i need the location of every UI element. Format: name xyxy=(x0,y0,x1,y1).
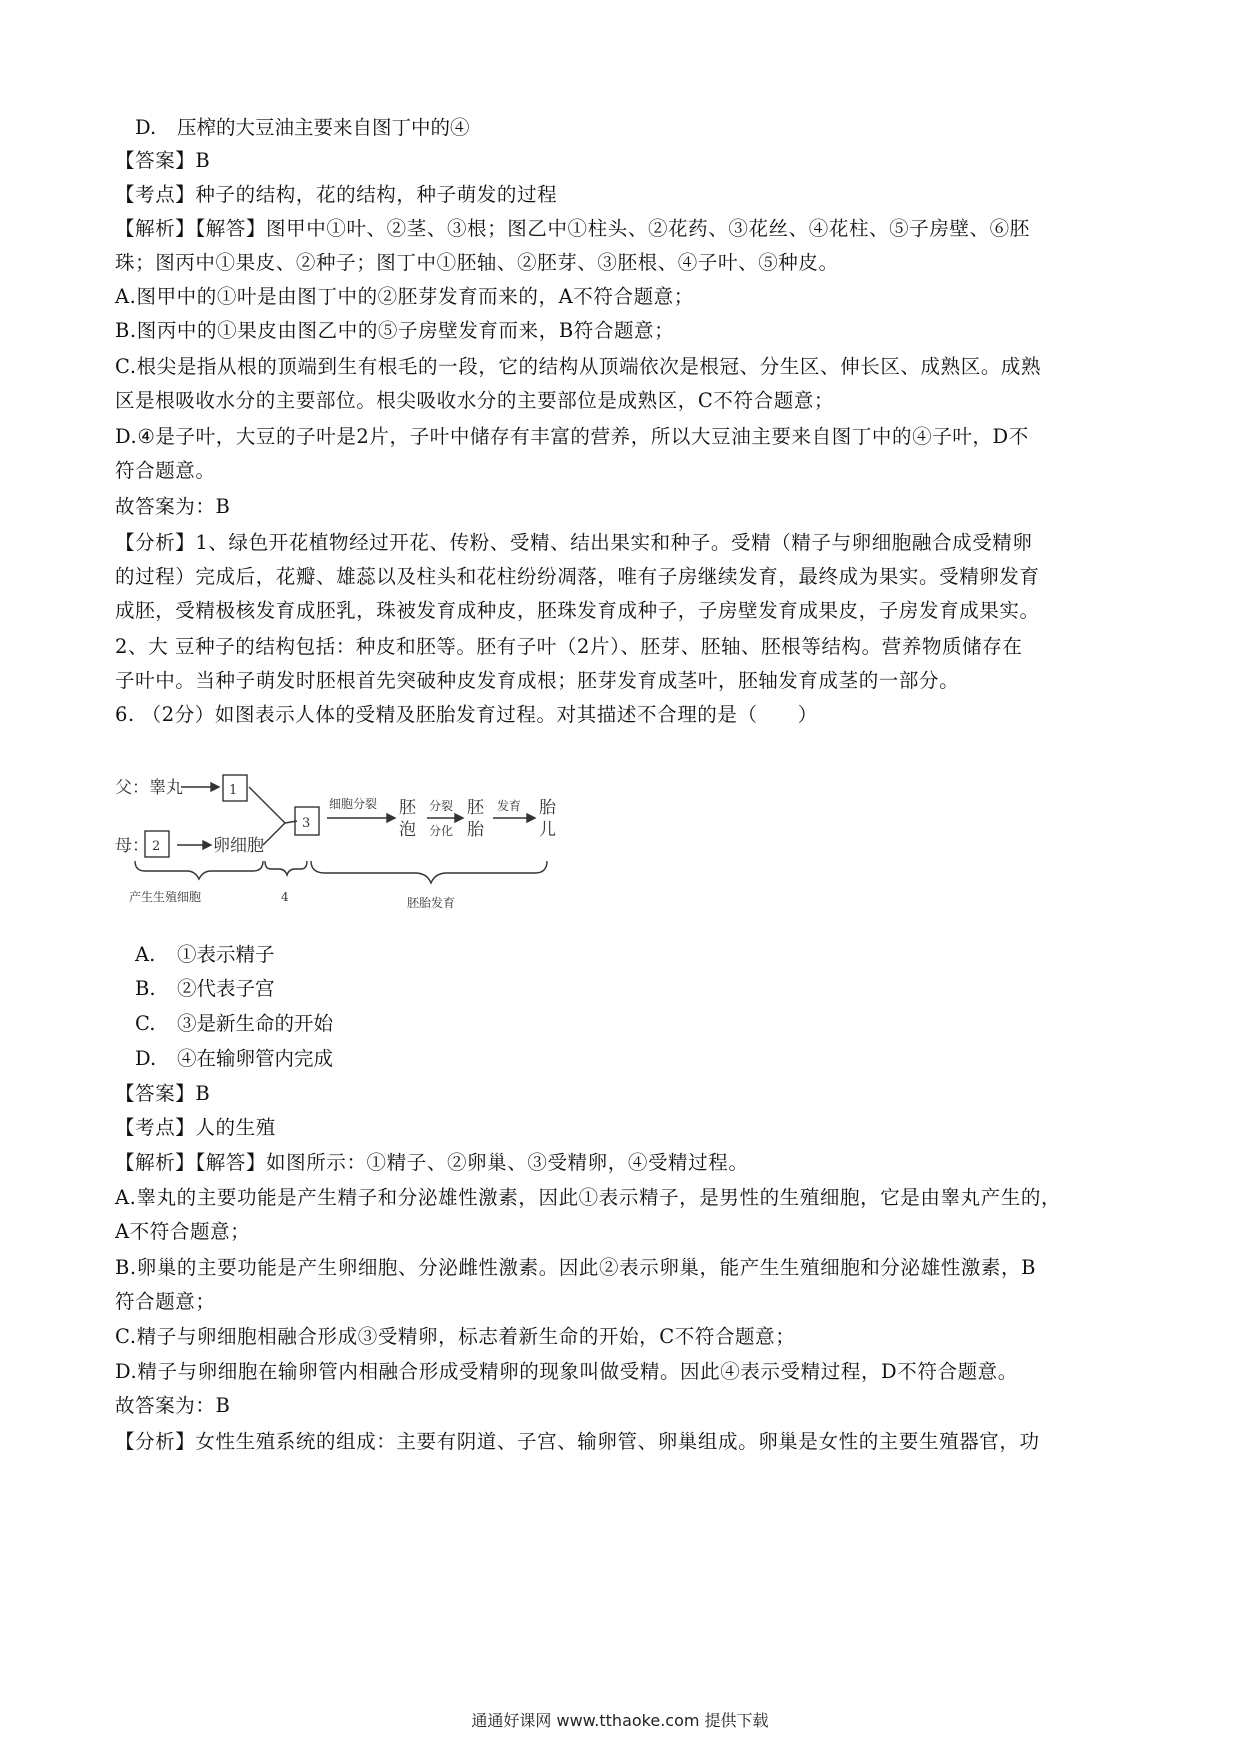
q6-explain-b-1: B.卵巢的主要功能是产生卵细胞、分泌雌性激素。因此②表示卵巢，能产生生殖细胞和分泌雄性激素，B xyxy=(115,1256,1037,1279)
label-fayu: 发育 xyxy=(497,799,522,813)
fenxi-line-1: 【分析】1、绿色开花植物经过开花、传粉、受精、结出果实和种子。受精（精子与卵细胞融合成受精卵 xyxy=(115,531,1033,554)
label-fetus-1: 胎 xyxy=(539,798,556,818)
fertilization-diagram xyxy=(115,745,625,925)
label-embryo-2: 胎 xyxy=(467,820,484,840)
explain-a: A.图甲中的①叶是由图丁中的②胚芽发育而来的，A不符合题意； xyxy=(115,285,694,308)
answer-label: 【答案】 xyxy=(115,149,196,172)
q6-option-d xyxy=(135,1044,333,1074)
jiexi-line-1: 【解析】【解答】图甲中①叶、②茎、③根；图乙中①柱头、②花药、③花丝、④花柱、⑤子房壁、⑥胚 xyxy=(115,217,1030,240)
q6-option-b xyxy=(135,974,275,1004)
question-6-stem: 6. （2分）如图表示人体的受精及胚胎发育过程。对其描述不合理的是（ ） xyxy=(115,703,818,726)
explain-c-2: 区是根吸收水分的主要部位。根尖吸收水分的主要部位是成熟区，C不符合题意； xyxy=(115,389,835,412)
q6-explain-a-2: A不符合题意； xyxy=(115,1220,251,1243)
option-letter: A. xyxy=(135,943,156,966)
arrow-head xyxy=(387,814,395,822)
q6-final-answer: 故答案为：B xyxy=(115,1394,231,1417)
q6-explain-d: D.精子与卵细胞在输卵管内相融合形成受精卵的现象叫做受精。因此④表示受精过程，D不符合题意。 xyxy=(115,1360,1018,1383)
q6-answer-line xyxy=(115,1079,1125,1109)
q6-fenxi: 【分析】女性生殖系统的组成：主要有阴道、子宫、输卵管、卵巢组成。卵巢是女性的主要生殖器官，功 xyxy=(115,1430,1040,1453)
q6-explain-a-1: A.睾丸的主要功能是产生精子和分泌雄性激素，因此①表示精子，是男性的生殖细胞，它是由睾丸产生的， xyxy=(115,1186,1062,1209)
brace-produce-cells xyxy=(135,861,263,879)
option-letter: C. xyxy=(135,1012,156,1035)
final-answer: 故答案为：B xyxy=(115,495,231,518)
q6-option-a xyxy=(135,940,275,970)
brace-fertilization xyxy=(265,861,307,875)
option-text: ④在输卵管内完成 xyxy=(177,1047,334,1070)
answer-line xyxy=(115,146,1125,176)
page-footer: 通通好课网 www.tthaoke.com 提供下载 xyxy=(471,1711,769,1730)
option-text: 压榨的大豆油主要来自图丁中的④ xyxy=(177,116,470,139)
option-letter: B. xyxy=(135,977,156,1000)
label-cell-division: 细胞分裂 xyxy=(329,797,378,811)
option-d-prev xyxy=(135,113,470,143)
label-blastocyst-2: 泡 xyxy=(399,820,416,840)
option-text: ③是新生命的开始 xyxy=(177,1012,334,1035)
fenxi-line-5: 子叶中。当种子萌发时胚根首先突破种皮发育成根；胚芽发育成茎叶，胚轴发育成茎的一部分。 xyxy=(115,669,960,692)
explain-d-1: D.④是子叶，大豆的子叶是2片，子叶中储存有丰富的营养，所以大豆油主要来自图丁中的④子叶，D不 xyxy=(115,425,1029,448)
brace-label-embryo: 胚胎发育 xyxy=(407,896,456,910)
label-blastocyst-1: 胚 xyxy=(399,798,416,818)
line-egg xyxy=(263,823,285,845)
q6-explain-b-2: 符合题意； xyxy=(115,1290,216,1313)
answer-value: B xyxy=(195,1082,211,1105)
line-sperm xyxy=(249,787,285,823)
box-3-label: 3 xyxy=(302,816,311,831)
option-text: ②代表子宫 xyxy=(177,977,275,1000)
kaodian-value: 人的生殖 xyxy=(195,1116,276,1139)
q6-jiexi: 【解析】【解答】如图所示：①精子、②卵巢、③受精卵，④受精过程。 xyxy=(115,1151,749,1174)
label-embryo-1: 胚 xyxy=(467,798,484,818)
explain-d-2: 符合题意。 xyxy=(115,459,216,482)
brace-embryo-development xyxy=(311,861,547,883)
brace-label-4: 4 xyxy=(281,890,289,904)
kaodian-line xyxy=(115,180,1125,210)
arrow-head xyxy=(527,814,535,822)
answer-label: 【答案】 xyxy=(115,1082,196,1105)
brace-label-produce-cells: 产生生殖细胞 xyxy=(129,890,202,904)
jiexi-line-2: 珠；图丙中①果皮、②种子；图丁中①胚轴、②胚芽、③胚根、④子叶、⑤种皮。 xyxy=(115,251,839,274)
option-letter: D. xyxy=(135,1047,157,1070)
option-letter: D. xyxy=(135,116,157,139)
kaodian-label: 【考点】 xyxy=(115,1116,196,1139)
fenxi-line-2: 的过程）完成后，花瓣、雄蕊以及柱头和花柱纷纷凋落，唯有子房继续发育，最终成为果实。受精卵发育 xyxy=(115,565,1040,588)
box-1-label: 1 xyxy=(229,783,238,798)
arrow-head xyxy=(203,841,211,849)
explain-b: B.图丙中的①果皮由图乙中的⑤子房壁发育而来，B符合题意； xyxy=(115,319,675,342)
box-2-label: 2 xyxy=(152,839,161,854)
kaodian-value: 种子的结构，花的结构，种子萌发的过程 xyxy=(195,183,558,206)
label-egg: 卵细胞 xyxy=(213,836,264,856)
fenxi-line-4: 2、大 豆种子的结构包括：种皮和胚等。胚有子叶（2片）、胚芽、胚轴、胚根等结构。营养物质储存在 xyxy=(115,635,1023,658)
option-text: ①表示精子 xyxy=(177,943,275,966)
label-fen-hua: 分化 xyxy=(429,824,454,838)
label-fetus-2: 儿 xyxy=(539,820,556,840)
kaodian-label: 【考点】 xyxy=(115,183,196,206)
arrow-head xyxy=(211,783,219,791)
q6-kaodian-line xyxy=(115,1113,1125,1143)
label-mother: 母： xyxy=(115,836,149,856)
label-fen-lie: 分裂 xyxy=(429,799,454,813)
answer-value: B xyxy=(195,149,211,172)
label-father: 父：睾丸 xyxy=(115,778,183,798)
fenxi-line-3: 成胚，受精极核发育成胚乳，珠被发育成种皮，胚珠发育成种子，子房壁发育成果皮，子房发育成果实。 xyxy=(115,599,1040,622)
arrow-head xyxy=(455,814,463,822)
explain-c-1: C.根尖是指从根的顶端到生有根毛的一段，它的结构从顶端依次是根冠、分生区、伸长区、成熟区。成熟 xyxy=(115,355,1042,378)
q6-explain-c: C.精子与卵细胞相融合形成③受精卵，标志着新生命的开始，C不符合题意； xyxy=(115,1325,796,1348)
q6-option-c xyxy=(135,1009,333,1039)
